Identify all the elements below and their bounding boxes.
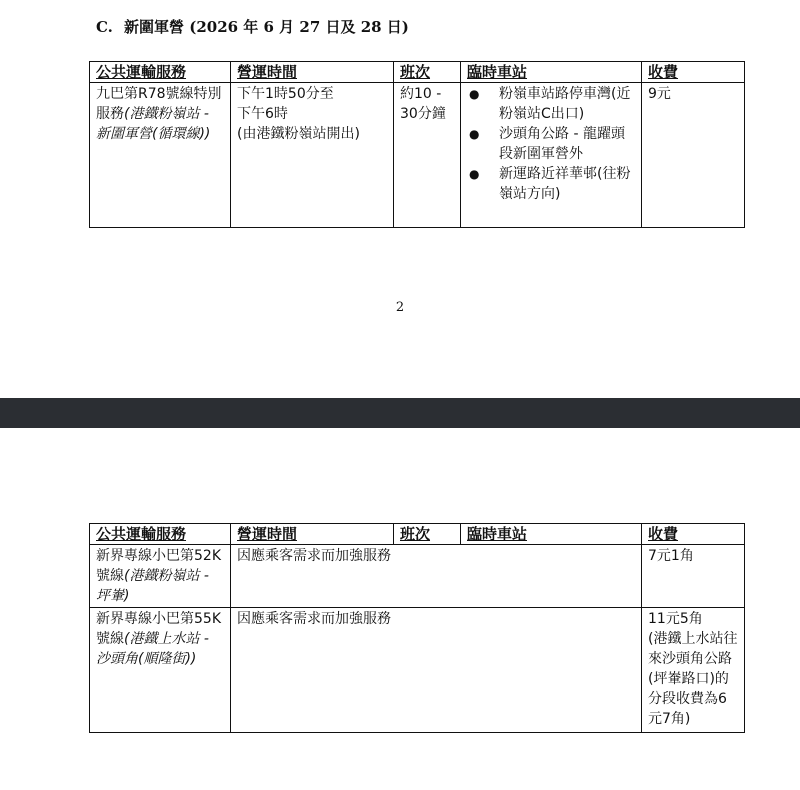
header-stops: 臨時車站: [461, 524, 642, 545]
stop-item: ● 粉嶺車站路停車灣(近粉嶺站C出口): [467, 84, 635, 124]
fare-cell: 9元: [642, 83, 745, 228]
frequency-cell: 約10 - 30分鐘: [394, 83, 461, 228]
header-service: 公共運輸服務: [90, 524, 231, 545]
fare-cell: 7元1角: [642, 545, 745, 608]
stops-list: [467, 84, 635, 204]
page-separator: [0, 398, 800, 428]
header-service: 公共運輸服務: [90, 62, 231, 83]
service-cell: [90, 608, 231, 733]
fare-note: (港鐵上水站往來沙頭角公路(坪輋路口)的分段收費為6元7角): [648, 631, 738, 727]
table-row: [90, 83, 745, 228]
header-hours: 營運時間: [231, 524, 394, 545]
table-header-row: [90, 62, 745, 83]
section-title-text: 新圍軍營 (2026 年 6 月 27 日及 28 日): [124, 18, 409, 36]
service-route: (港鐵粉嶺站 - 新圍軍營(循環線)): [96, 106, 211, 142]
document-page-bottom: [0, 428, 800, 790]
transport-table-1: [89, 61, 745, 228]
header-hours: 營運時間: [231, 62, 394, 83]
hours-line: 下午6時: [237, 106, 288, 122]
header-frequency: 班次: [394, 524, 461, 545]
stop-item: ● 新運路近祥華邨(往粉嶺站方向): [467, 164, 635, 204]
header-fare: 收費: [642, 524, 745, 545]
header-fare: 收費: [642, 62, 745, 83]
service-note-cell: 因應乘客需求而加強服務: [231, 545, 642, 608]
service-note-cell: 因應乘客需求而加強服務: [231, 608, 642, 733]
table-row: [90, 545, 745, 608]
service-name: 新界專線小巴第55K號線: [96, 611, 221, 647]
service-route: (港鐵粉嶺站 - 坪輋): [96, 568, 209, 604]
stops-cell: [461, 83, 642, 228]
table-header-row: [90, 524, 745, 545]
fare-value: 11元5角: [648, 611, 703, 627]
service-cell: [90, 545, 231, 608]
service-cell: [90, 83, 231, 228]
section-heading: [96, 16, 409, 37]
service-route: (港鐵上水站 - 沙頭角(順隆街)): [96, 631, 209, 667]
service-name: 新界專線小巴第52K號線: [96, 548, 221, 584]
service-name: 九巴第R78號線特別服務: [96, 86, 222, 122]
section-letter: C.: [96, 18, 113, 36]
page-number: 2: [395, 300, 405, 315]
fare-cell: [642, 608, 745, 733]
transport-table-2: [89, 523, 745, 733]
stop-item: ● 沙頭角公路 - 龍躍頭段新圍軍營外: [467, 124, 635, 164]
table-row: [90, 608, 745, 733]
header-frequency: 班次: [394, 62, 461, 83]
hours-cell: [231, 83, 394, 228]
hours-line: (由港鐵粉嶺站開出): [237, 126, 360, 142]
header-stops: 臨時車站: [461, 62, 642, 83]
hours-line: 下午1時50分至: [237, 86, 334, 102]
